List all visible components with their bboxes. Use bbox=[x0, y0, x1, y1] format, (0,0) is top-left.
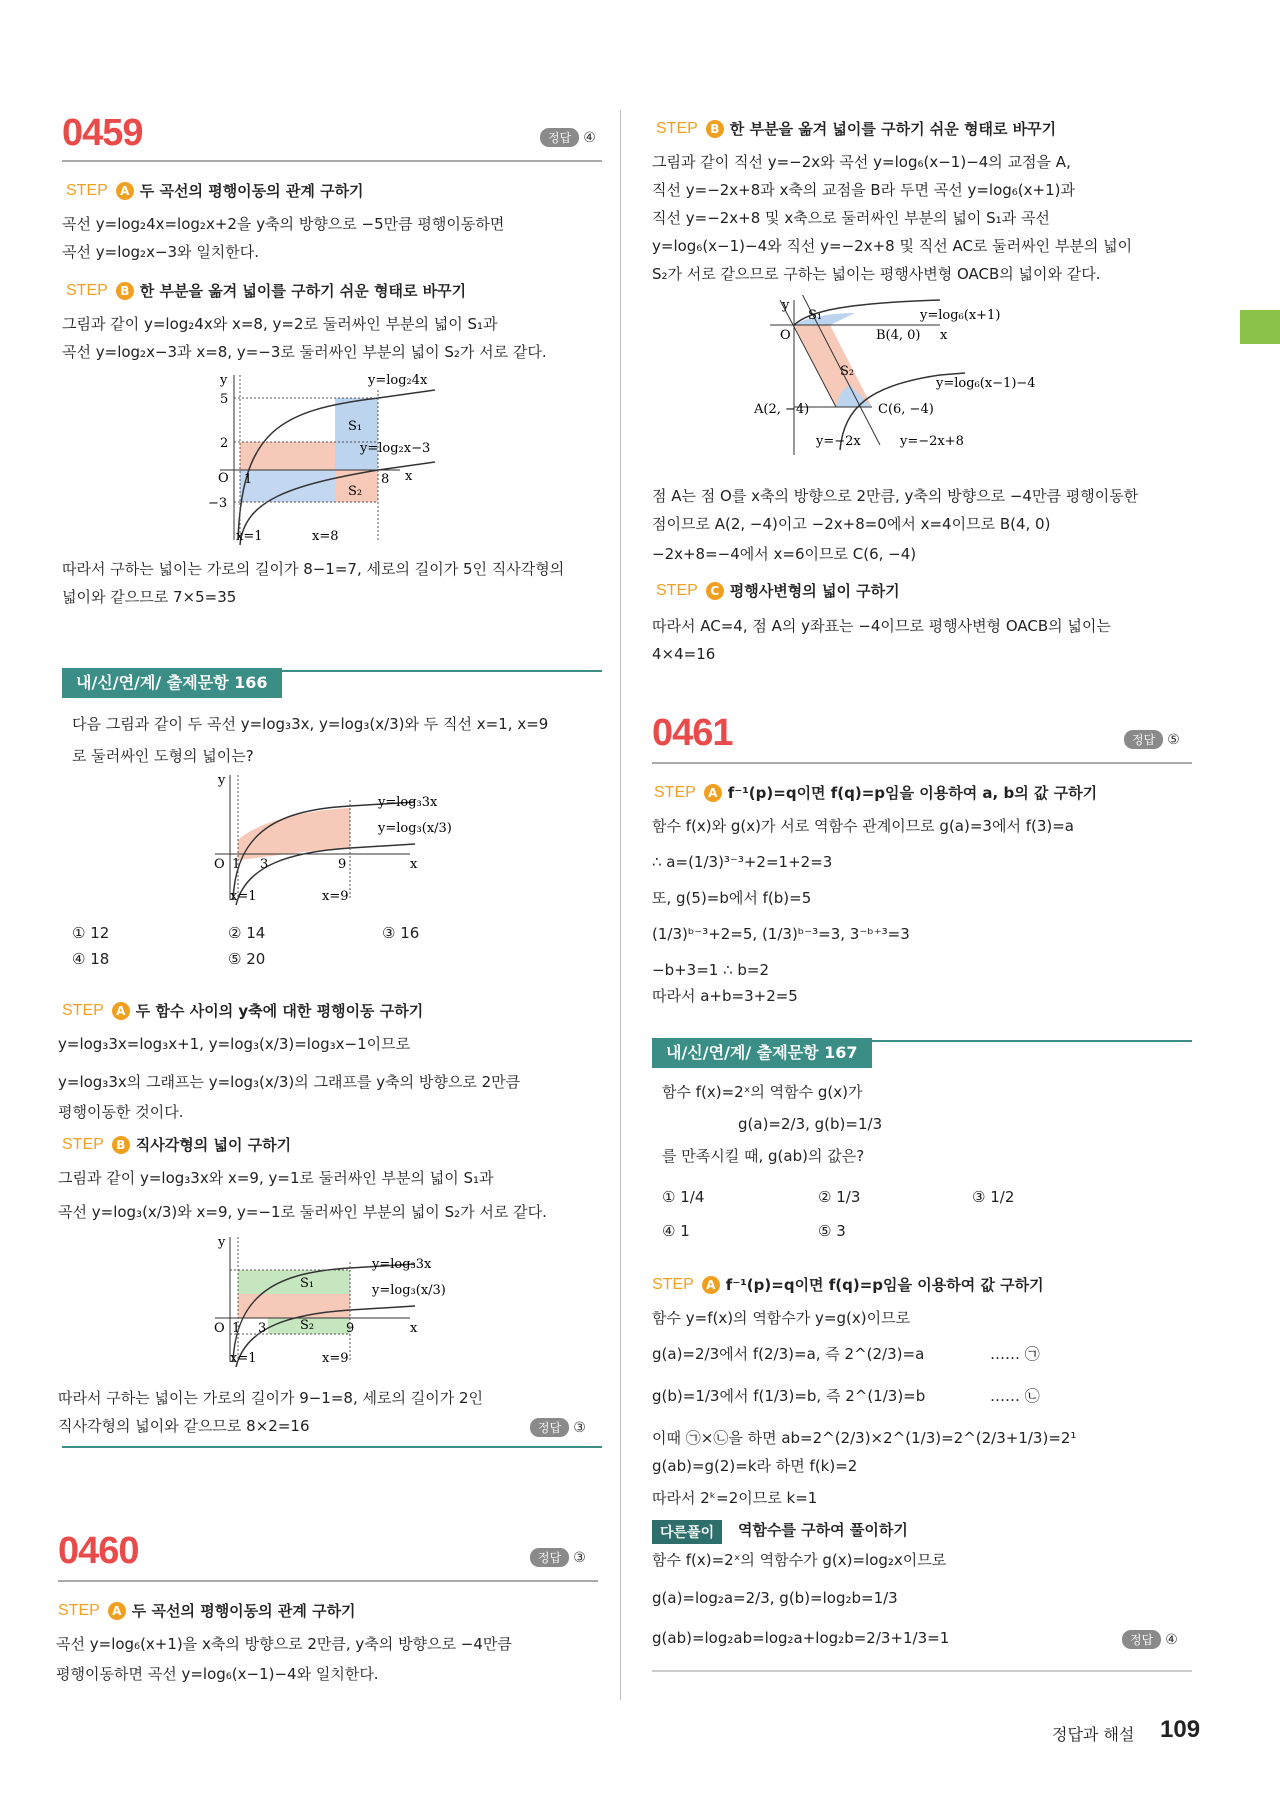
text-line: 그림과 같이 y=log₃3x와 x=9, y=1로 둘러싸인 부분의 넓이 S₁과 bbox=[58, 1169, 494, 1187]
step-b-0460 bbox=[656, 118, 1056, 139]
origin: O bbox=[780, 328, 791, 343]
step-tag: STEP bbox=[656, 119, 698, 137]
step-a-0461 bbox=[654, 782, 1097, 803]
text-line: 곡선 y=log₂4x=log₂x+2을 y축의 방향으로 −5만큼 평행이동하면 bbox=[62, 215, 505, 233]
text-line: 그림과 같이 직선 y=−2x와 곡선 y=log₆(x−1)−4의 교점을 A, bbox=[652, 153, 1071, 171]
answer-0461 bbox=[1124, 730, 1180, 749]
graph-166-b bbox=[200, 1232, 480, 1372]
region-s1: S₁ bbox=[300, 1276, 315, 1291]
region-s2: S₂ bbox=[300, 1318, 315, 1333]
step-title: 두 곡선의 평행이동의 관계 구하기 bbox=[131, 1602, 356, 1620]
tick-1: 1 bbox=[232, 1321, 241, 1336]
point-a: A(2, −4) bbox=[754, 402, 810, 417]
graph-166 bbox=[200, 770, 480, 910]
tick-m3: −3 bbox=[208, 496, 228, 511]
text-line: 함수 f(x)=2ˣ의 역함수가 g(x)=log₂x이므로 bbox=[652, 1551, 947, 1569]
step-title: 직사각형의 넓이 구하기 bbox=[135, 1136, 292, 1154]
axis-x: x bbox=[940, 328, 948, 343]
axis-x: x bbox=[410, 1321, 418, 1336]
text-line: 곡선 y=log₆(x+1)을 x축의 방향으로 2만큼, y축의 방향으로 −4만큼 bbox=[56, 1635, 512, 1653]
option-4[interactable]: ④ 1 bbox=[662, 1222, 690, 1240]
step-a-0459 bbox=[66, 180, 364, 201]
question-line: 다음 그림과 같이 두 곡선 y=log₃3x, y=log₃(x/3)와 두 직선 x=1, x=9 bbox=[72, 715, 549, 733]
answer-pill: 정답 bbox=[540, 128, 579, 147]
step-letter: C bbox=[706, 582, 724, 600]
text-line: 함수 y=f(x)의 역함수가 y=g(x)이므로 bbox=[652, 1309, 911, 1327]
marker-1: …… ㉠ bbox=[990, 1345, 1040, 1363]
answer-pill: 정답 bbox=[1122, 1630, 1161, 1649]
text-line: 따라서 a+b=3+2=5 bbox=[652, 987, 798, 1005]
answer-0459 bbox=[540, 128, 596, 147]
section-line bbox=[62, 1446, 602, 1448]
text-line: g(a)=log₂a=2/3, g(b)=log₂b=1/3 bbox=[652, 1589, 898, 1607]
step-tag: STEP bbox=[652, 1275, 694, 1293]
text-line: 따라서 구하는 넓이는 가로의 길이가 9−1=8, 세로의 길이가 2인 bbox=[58, 1389, 484, 1407]
text-line: y=log₃3x의 그래프는 y=log₃(x/3)의 그래프를 y축의 방향으로 2만큼 bbox=[58, 1073, 521, 1091]
text-line: 따라서 구하는 넓이는 가로의 길이가 8−1=7, 세로의 길이가 5인 직사각형의 bbox=[62, 560, 565, 578]
problem-number-0460: 0460 bbox=[58, 1530, 139, 1572]
curve-label-1: y=log₂4x bbox=[368, 373, 428, 388]
option-2[interactable]: ② 14 bbox=[228, 924, 266, 942]
region-s2: S₂ bbox=[840, 364, 855, 379]
text-line: y=log₆(x−1)−4와 직선 y=−2x+8 및 직선 AC로 둘러싸인 부분의 넓이 bbox=[652, 237, 1133, 255]
curve-label-1: y=log₃3x bbox=[372, 1257, 432, 1272]
text-line: 따라서 AC=4, 점 A의 y좌표는 −4이므로 평행사변형 OACB의 넓이는 bbox=[652, 617, 1111, 635]
graph-0460 bbox=[740, 295, 1100, 460]
text-line: −b+3=1 ∴ b=2 bbox=[652, 961, 770, 979]
curve-label-2: y=log₆(x−1)−4 bbox=[936, 376, 1036, 391]
option-1[interactable]: ① 1/4 bbox=[662, 1188, 705, 1206]
answer-pill: 정답 bbox=[530, 1418, 569, 1437]
answer-0460 bbox=[530, 1548, 586, 1567]
text-line: g(ab)=log₂ab=log₂a+log₂b=2/3+1/3=1 bbox=[652, 1629, 950, 1647]
text-line: S₂가 서로 같으므로 구하는 넓이는 평행사변형 OACB의 넓이와 같다. bbox=[652, 265, 1101, 283]
step-letter: A bbox=[702, 1276, 720, 1294]
marker-2: …… ㉡ bbox=[990, 1387, 1040, 1405]
line-label-2: y=−2x+8 bbox=[900, 434, 964, 449]
text-line: 직사각형의 넓이와 같으므로 8×2=16 bbox=[58, 1417, 310, 1435]
region-s2: S₂ bbox=[348, 484, 363, 499]
axis-y: y bbox=[218, 1235, 226, 1250]
axis-y: y bbox=[218, 773, 226, 788]
answer-value: ④ bbox=[583, 129, 596, 146]
answer-value: ④ bbox=[1165, 1631, 1178, 1648]
text-line: 그림과 같이 y=log₂4x와 x=8, y=2로 둘러싸인 부분의 넓이 S₁과 bbox=[62, 315, 498, 333]
divider bbox=[58, 1580, 598, 1582]
divider bbox=[652, 1670, 1192, 1672]
text-line: 넓이와 같으므로 7×5=35 bbox=[62, 588, 237, 606]
text-line: g(b)=1/3에서 f(1/3)=b, 즉 2^(1/3)=b bbox=[652, 1387, 926, 1405]
divider bbox=[62, 160, 602, 162]
answer-pill: 정답 bbox=[1124, 730, 1163, 749]
step-letter: A bbox=[108, 1602, 126, 1620]
line-label-1: x=1 bbox=[230, 889, 257, 904]
text-line: 또, g(5)=b에서 f(b)=5 bbox=[652, 889, 812, 907]
step-letter: B bbox=[706, 120, 724, 138]
text-line: −2x+8=−4에서 x=6이므로 C(6, −4) bbox=[652, 545, 917, 563]
text-line: 직선 y=−2x+8과 x축의 교점을 B라 두면 곡선 y=log₆(x+1)과 bbox=[652, 181, 1075, 199]
step-tag: STEP bbox=[66, 181, 108, 199]
text-line: 따라서 2ᵏ=2이므로 k=1 bbox=[652, 1489, 818, 1507]
step-title: 한 부분을 옮겨 넓이를 구하기 쉬운 형태로 바꾸기 bbox=[139, 282, 467, 300]
text-line: y=log₃3x=log₃x+1, y=log₃(x/3)=log₃x−1이므로 bbox=[58, 1035, 411, 1053]
alt-solution-title: 역함수를 구하여 풀이하기 bbox=[738, 1521, 908, 1539]
step-tag: STEP bbox=[654, 783, 696, 801]
section-label-166: 내/신/연/계/ 출제문항 166 bbox=[62, 668, 282, 698]
region-s1: S₁ bbox=[348, 419, 363, 434]
text-line: 4×4=16 bbox=[652, 645, 716, 663]
footer-label: 정답과 해설 bbox=[1052, 1725, 1135, 1744]
step-tag: STEP bbox=[58, 1601, 100, 1619]
option-5[interactable]: ⑤ 20 bbox=[228, 950, 266, 968]
question-line: 를 만족시킬 때, g(ab)의 값은? bbox=[662, 1147, 865, 1165]
page-number: 109 bbox=[1160, 1716, 1201, 1743]
step-tag: STEP bbox=[656, 581, 698, 599]
tick-5: 5 bbox=[220, 392, 229, 407]
section-line bbox=[652, 1040, 1192, 1042]
text-line: 점이므로 A(2, −4)이고 −2x+8=0에서 x=4이므로 B(4, 0) bbox=[652, 515, 1051, 533]
question-line: g(a)=2/3, g(b)=1/3 bbox=[738, 1115, 883, 1133]
answer-166 bbox=[530, 1418, 586, 1437]
step-title: 평행사변형의 넓이 구하기 bbox=[729, 582, 900, 600]
step-tag: STEP bbox=[66, 281, 108, 299]
step-b-0459 bbox=[66, 280, 466, 301]
problem-number-0459: 0459 bbox=[62, 112, 143, 154]
column-separator bbox=[620, 110, 621, 1700]
origin: O bbox=[214, 1321, 225, 1336]
line-label-1: x=1 bbox=[230, 1351, 257, 1366]
line-label-1: y=−2x bbox=[816, 434, 861, 449]
step-title: f⁻¹(p)=q이면 f(q)=p임을 이용하여 값 구하기 bbox=[725, 1276, 1044, 1294]
line-label-2: x=9 bbox=[322, 1351, 349, 1366]
text-line: 평행이동한 것이다. bbox=[58, 1103, 184, 1121]
option-1[interactable]: ① 12 bbox=[72, 924, 110, 942]
step-title: f⁻¹(p)=q이면 f(q)=p임을 이용하여 a, b의 값 구하기 bbox=[727, 784, 1098, 802]
text-line: 직선 y=−2x+8 및 x축으로 둘러싸인 부분의 넓이 S₁과 곡선 bbox=[652, 209, 1050, 227]
step-title: 한 부분을 옮겨 넓이를 구하기 쉬운 형태로 바꾸기 bbox=[729, 120, 1057, 138]
option-3[interactable]: ③ 1/2 bbox=[972, 1188, 1015, 1206]
step-letter: A bbox=[116, 182, 134, 200]
origin: O bbox=[218, 471, 229, 486]
tick-3: 3 bbox=[260, 857, 269, 872]
text-line: g(a)=2/3에서 f(2/3)=a, 즉 2^(2/3)=a bbox=[652, 1345, 925, 1363]
step-letter: B bbox=[116, 282, 134, 300]
alt-solution-badge: 다른풀이 bbox=[652, 1520, 722, 1544]
tick-3: 3 bbox=[258, 1321, 267, 1336]
curve-label-2: y=log₂x−3 bbox=[360, 441, 431, 456]
option-2[interactable]: ② 1/3 bbox=[818, 1188, 861, 1206]
section-label-167: 내/신/연/계/ 출제문항 167 bbox=[652, 1038, 872, 1068]
step-tag: STEP bbox=[62, 1135, 104, 1153]
step-a-167 bbox=[652, 1274, 1044, 1295]
option-5[interactable]: ⑤ 3 bbox=[818, 1222, 846, 1240]
point-c: C(6, −4) bbox=[878, 402, 934, 417]
line-label-2: x=8 bbox=[312, 529, 339, 544]
curve-label-1: y=log₃3x bbox=[378, 795, 438, 810]
step-letter: B bbox=[112, 1136, 130, 1154]
curve-label-2: y=log₃(x/3) bbox=[378, 821, 452, 836]
line-label-2: x=9 bbox=[322, 889, 349, 904]
text-line: 곡선 y=log₃(x/3)와 x=9, y=−1로 둘러싸인 부분의 넓이 S₂가 서로 같다. bbox=[58, 1203, 547, 1221]
curve-label-1: y=log₆(x+1) bbox=[920, 308, 1001, 323]
option-4[interactable]: ④ 18 bbox=[72, 950, 110, 968]
tick-1: 1 bbox=[244, 472, 253, 487]
divider bbox=[652, 762, 1192, 764]
tick-9: 9 bbox=[338, 857, 347, 872]
axis-x: x bbox=[410, 857, 418, 872]
step-title: 두 곡선의 평행이동의 관계 구하기 bbox=[139, 182, 364, 200]
section-line bbox=[62, 670, 602, 672]
text-line: 이때 ㉠×㉡을 하면 ab=2^(2/3)×2^(1/3)=2^(2/3+1/3)=2¹ bbox=[652, 1429, 1077, 1447]
origin: O bbox=[214, 857, 225, 872]
curve-label-2: y=log₃(x/3) bbox=[372, 1283, 446, 1298]
step-a-0460 bbox=[58, 1600, 356, 1621]
axis-x: x bbox=[405, 469, 413, 484]
tick-2: 2 bbox=[220, 436, 229, 451]
text-line: 곡선 y=log₂x−3과 x=8, y=−3로 둘러싸인 부분의 넓이 S₂가 서로 같다. bbox=[62, 343, 547, 361]
text-line: g(ab)=g(2)=k라 하면 f(k)=2 bbox=[652, 1457, 858, 1475]
side-tab bbox=[1240, 310, 1280, 344]
answer-value: ③ bbox=[573, 1419, 586, 1436]
graph-0459 bbox=[200, 370, 500, 550]
answer-167 bbox=[1122, 1630, 1178, 1649]
step-c-0460 bbox=[656, 580, 900, 601]
region-s1: S₁ bbox=[808, 308, 823, 323]
tick-8: 8 bbox=[381, 472, 390, 487]
answer-value: ③ bbox=[573, 1549, 586, 1566]
step-letter: A bbox=[704, 784, 722, 802]
text-line: ∴ a=(1/3)³⁻³+2=1+2=3 bbox=[652, 853, 833, 871]
text-line: 평행이동하면 곡선 y=log₆(x−1)−4와 일치한다. bbox=[56, 1665, 379, 1683]
question-line: 함수 f(x)=2ˣ의 역함수 g(x)가 bbox=[662, 1083, 863, 1101]
answer-pill: 정답 bbox=[530, 1548, 569, 1567]
step-a-166 bbox=[62, 1000, 423, 1021]
option-3[interactable]: ③ 16 bbox=[382, 924, 420, 942]
text-line: 곡선 y=log₂x−3와 일치한다. bbox=[62, 243, 260, 261]
tick-1: 1 bbox=[232, 857, 241, 872]
tick-9: 9 bbox=[346, 1321, 355, 1336]
text-line: 점 A는 점 O를 x축의 방향으로 2만큼, y축의 방향으로 −4만큼 평행이동한 bbox=[652, 487, 1139, 505]
axis-y: y bbox=[220, 373, 228, 388]
step-tag: STEP bbox=[62, 1001, 104, 1019]
step-b-166 bbox=[62, 1134, 291, 1155]
question-line: 로 둘러싸인 도형의 넓이는? bbox=[72, 747, 254, 765]
text-line: 함수 f(x)와 g(x)가 서로 역함수 관계이므로 g(a)=3에서 f(3)=a bbox=[652, 817, 1075, 835]
step-title: 두 함수 사이의 y축에 대한 평행이동 구하기 bbox=[135, 1002, 424, 1020]
answer-value: ⑤ bbox=[1167, 731, 1180, 748]
text-line: (1/3)ᵇ⁻³+2=5, (1/3)ᵇ⁻³=3, 3⁻ᵇ⁺³=3 bbox=[652, 925, 910, 943]
axis-y: y bbox=[782, 298, 790, 313]
step-letter: A bbox=[112, 1002, 130, 1020]
line-label-1: x=1 bbox=[236, 529, 263, 544]
problem-number-0461: 0461 bbox=[652, 712, 733, 754]
point-b: B(4, 0) bbox=[876, 328, 921, 343]
